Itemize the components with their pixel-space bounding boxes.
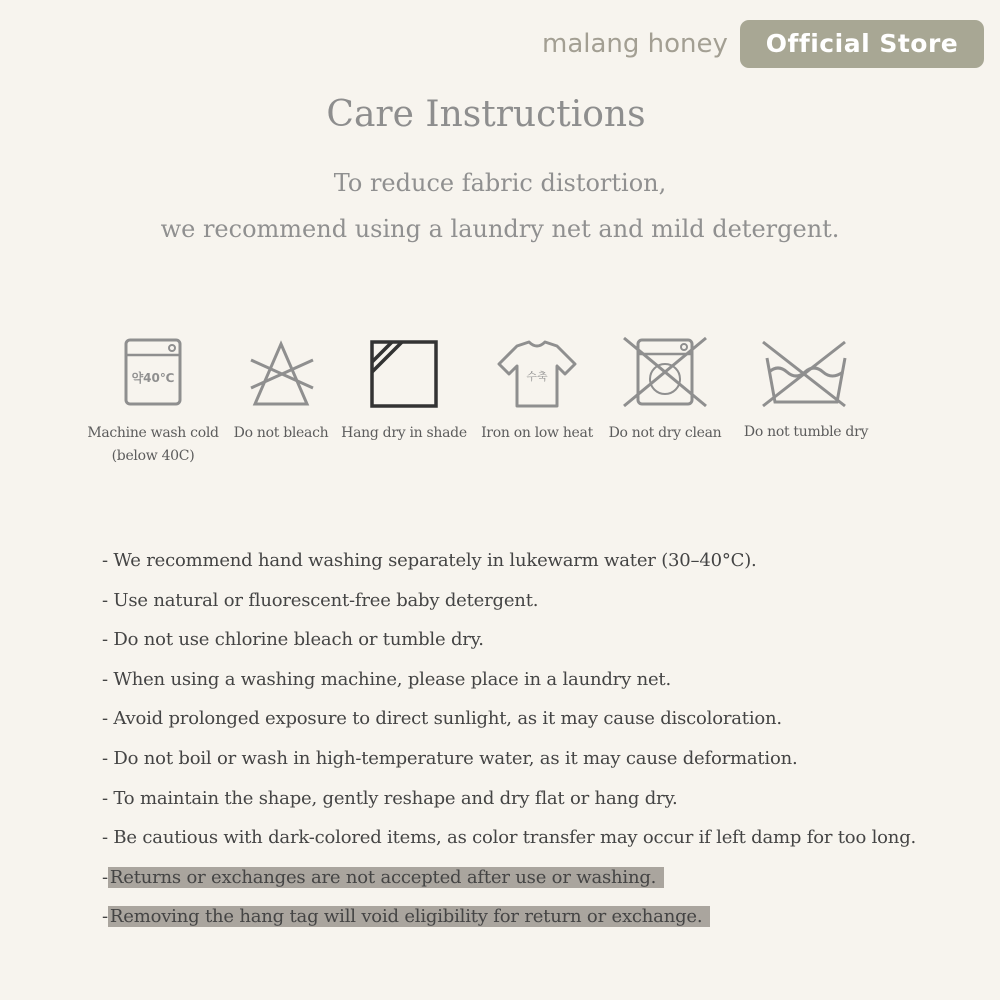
care-label: Iron on low heat: [481, 425, 593, 441]
care-label: Do not dry clean: [608, 425, 722, 441]
brand-logo: malang honey: [542, 29, 728, 59]
note-item: - Use natural or fluorescent-free baby detergent.: [102, 589, 539, 611]
hang-dry-shade-icon: [368, 336, 440, 408]
note-highlight: Removing the hang tag will void eligibility for return or exchange.: [108, 906, 711, 927]
note-item: - Be cautious with dark-colored items, as color transfer may occur if left damp for too long.: [102, 827, 917, 849]
care-label: Do not tumble dry: [743, 424, 869, 440]
note-item: - We recommend hand washing separately in lukewarm water (30–40°C).: [102, 550, 757, 571]
care-item-no-tumble-dry: [740, 336, 872, 444]
subtitle: [0, 160, 1000, 252]
care-label: Do not bleach: [233, 425, 329, 441]
iron-low-heat-icon: [495, 336, 579, 408]
no-tumble-dry-icon: [761, 336, 851, 408]
care-item-iron-low: [478, 336, 596, 445]
page-title: Care Instructions: [326, 94, 646, 135]
note-prefix: -: [102, 906, 108, 928]
official-store-badge[interactable]: Official Store: [740, 20, 984, 68]
no-bleach-icon: [245, 336, 317, 408]
note-item: - To maintain the shape, gently reshape and dry flat or hang dry.: [102, 787, 678, 809]
note-item: - Do not boil or wash in high-temperature water, as it may cause deformation.: [102, 747, 798, 769]
care-notes-list: [102, 541, 982, 937]
note-item: - Avoid prolonged exposure to direct sunlight, as it may cause discoloration.: [102, 708, 782, 730]
note-item-highlighted: [102, 897, 982, 937]
care-item-no-bleach: [232, 336, 330, 445]
no-dry-clean-icon: [622, 336, 708, 408]
note-item-highlighted: [102, 858, 982, 898]
wash-temp-text: 약40℃: [131, 371, 175, 385]
machine-wash-cold-icon: [123, 336, 183, 408]
care-item-hang-dry: [338, 336, 470, 445]
note-prefix: -: [102, 866, 108, 888]
care-item-no-dry-clean: [604, 336, 726, 445]
note-item: - When using a washing machine, please place in a laundry net.: [102, 668, 671, 690]
care-label: Machine wash cold (below 40C): [87, 425, 219, 464]
note-item: - Do not use chlorine bleach or tumble dry.: [102, 629, 484, 651]
note-highlight: Returns or exchanges are not accepted after use or washing.: [108, 867, 664, 888]
iron-symbol-text: 수축: [526, 370, 548, 383]
care-symbols-row: [0, 336, 1000, 486]
subtitle-line: we recommend using a laundry net and mild detergent.: [160, 215, 840, 243]
care-item-machine-wash: [86, 336, 220, 468]
subtitle-line: To reduce fabric distortion,: [333, 169, 667, 197]
care-label: Hang dry in shade: [341, 425, 467, 441]
